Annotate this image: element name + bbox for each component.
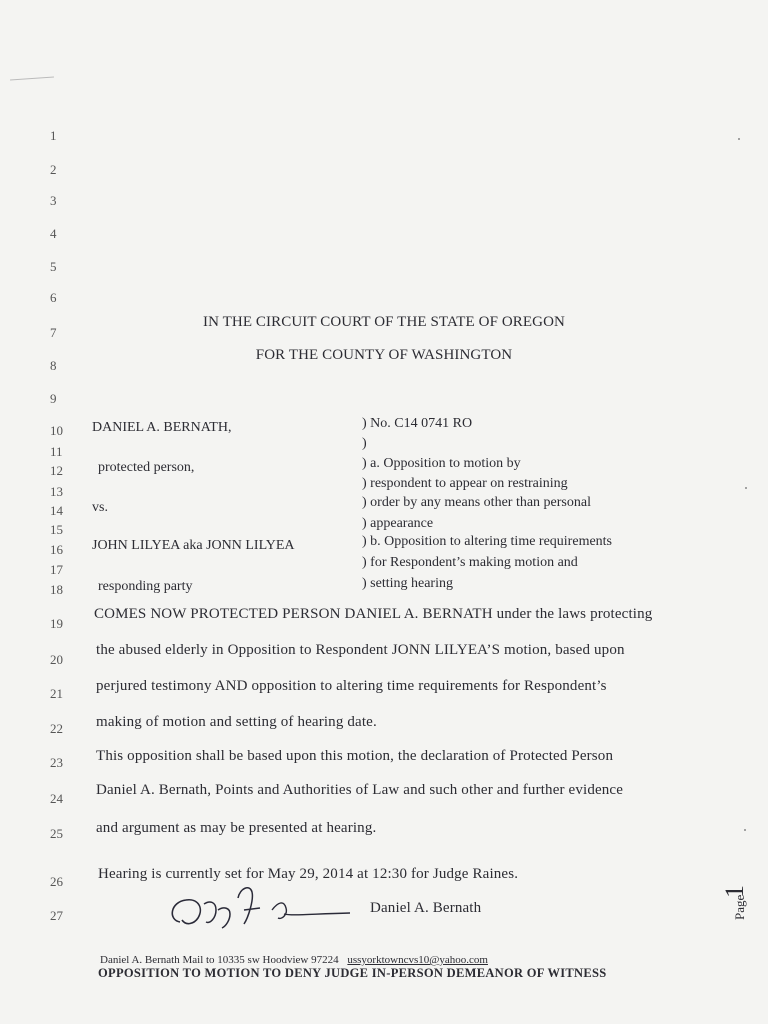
caption-item: ) order by any means other than personal [362,495,591,510]
body-line: the abused elderly in Opposition to Respondent JONN LILYEA’S motion, based upon [96,642,625,658]
versus-label: vs. [92,500,108,515]
caption-item: ) a. Opposition to motion by [362,456,521,471]
body-line: Daniel A. Bernath, Points and Authorities of Law and such other and further evidence [96,782,624,798]
caption-item: ) setting hearing [362,576,453,591]
handwritten-signature [160,880,360,940]
line-number: 8 [50,358,57,373]
defendant-name: JOHN LILYEA aka JONN LILYEA [92,538,295,553]
page-word: Page [732,894,747,920]
line-number: 17 [50,562,63,577]
line-number: 24 [50,791,63,806]
line-number: 16 [50,542,63,557]
footer-address: Daniel A. Bernath Mail to 10335 sw Hoodview 97224 [100,954,339,966]
line-number: 3 [50,193,57,208]
caption-paren: ) [362,436,367,451]
line-number: 12 [50,463,63,478]
body-line: perjured testimony AND opposition to altering time requirements for Respondent’s [96,678,607,694]
case-number: ) No. C14 0741 RO [362,416,473,431]
page-number: 1 [720,885,749,898]
line-number: 7 [50,325,57,340]
line-number: 21 [50,686,63,701]
scan-speck [745,487,747,489]
line-number: 27 [50,908,63,923]
caption-item: ) b. Opposition to altering time requirements [362,534,613,549]
line-number: 26 [50,874,63,889]
signer-name: Daniel A. Bernath [370,900,482,916]
footer-email: ussyorktowncvs10@yahoo.com [347,954,488,966]
scan-mark [10,76,54,80]
line-number: 6 [50,290,57,305]
line-number: 23 [50,755,63,770]
line-number: 4 [50,226,57,241]
caption-item: ) appearance [362,516,434,531]
line-number: 1 [50,128,57,143]
page-number-mark [704,828,754,920]
caption-item: ) for Respondent’s making motion and [362,555,578,570]
line-number: 20 [50,652,63,667]
line-number: 22 [50,721,63,736]
line-number: 15 [50,522,63,537]
line-number: 11 [50,444,63,459]
defendant-role: responding party [98,579,193,594]
line-number: 13 [50,484,63,499]
scan-speck [738,138,740,140]
footer-title: OPPOSITION TO MOTION TO DENY JUDGE IN-PERSON DEMEANOR OF WITNESS [98,966,607,980]
hearing-line: Hearing is currently set for May 29, 2014 at 12:30 for Judge Raines. [98,866,519,882]
court-heading: IN THE CIRCUIT COURT OF THE STATE OF OREGON [203,314,565,330]
line-number: 18 [50,582,63,597]
body-line: COMES NOW PROTECTED PERSON DANIEL A. BERNATH under the laws protecting [94,606,653,622]
plaintiff-name: DANIEL A. BERNATH, [92,420,232,435]
plaintiff-role: protected person, [98,460,195,475]
line-number: 5 [50,259,57,274]
county-heading: FOR THE COUNTY OF WASHINGTON [255,347,513,363]
body-line: and argument as may be presented at hearing. [96,820,377,836]
line-number: 25 [50,826,63,841]
caption-item: ) respondent to appear on restraining [362,476,568,491]
footer-contact [100,954,488,966]
line-number: 14 [50,503,63,518]
line-number: 19 [50,616,63,631]
line-number: 2 [50,162,57,177]
body-line: This opposition shall be based upon this motion, the declaration of Protected Person [96,748,614,764]
line-number: 10 [50,423,63,438]
line-number: 9 [50,391,57,406]
body-line: making of motion and setting of hearing date. [96,714,377,730]
